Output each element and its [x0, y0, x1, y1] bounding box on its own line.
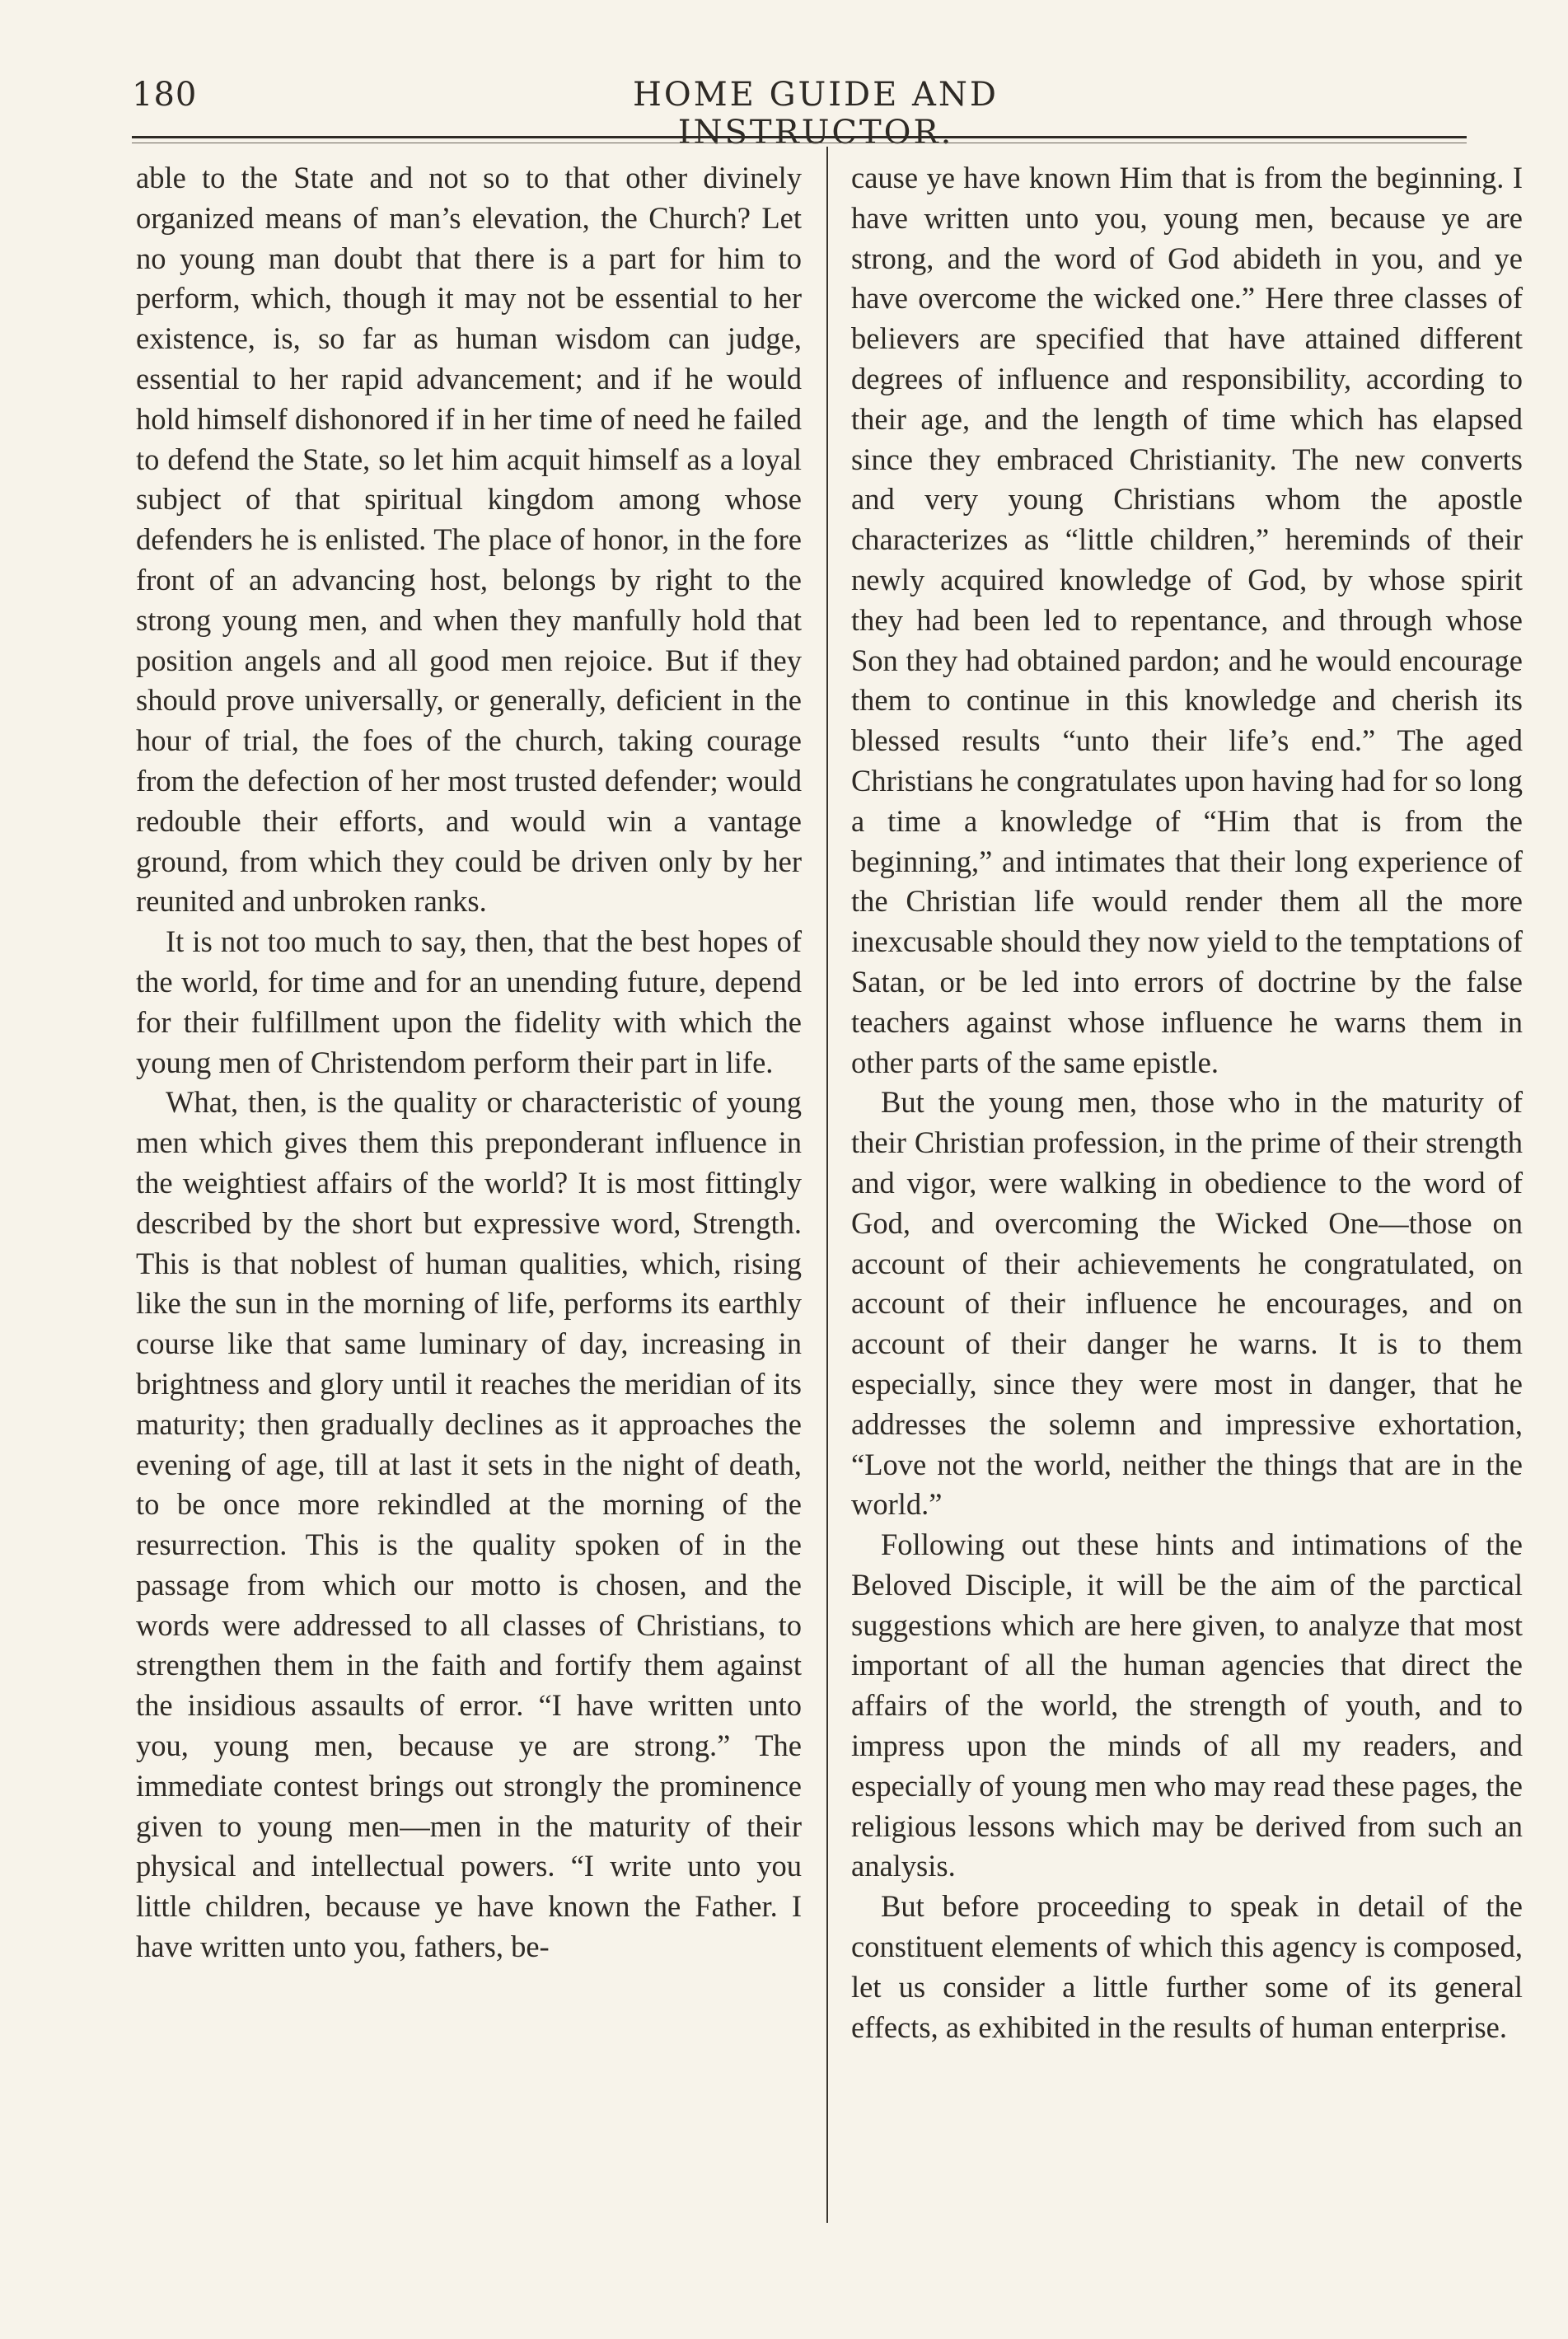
page-header [132, 76, 1467, 152]
column-divider [826, 147, 828, 2223]
left-column [136, 158, 802, 1967]
paragraph: But the young men, those who in the maturity of their Christian profession, in the prime of their strength and vigor, were walking in obedience to the word of God, and overcoming the Wicked One—those on account of their achievements he congratulated, on account of their influence he encourages, and on account of their danger he warns. It is to them especially, since they were most in danger, that he addresses the solemn and impressive exhortation, “Love not the world, neither the things that are in the world.” [851, 1085, 1523, 1522]
right-column [851, 158, 1523, 2047]
header-rule [132, 136, 1467, 138]
paragraph: cause ye have known Him that is from the beginning. I have written unto you, young men, because ye are strong, and the word of God abideth in you, and ye have overcome the wicked one.” Here three classes of believers are specified that have attained different degrees of influence and responsibility, according to their age, and the length of time which has elapsed since they embraced Christianity. The new converts and very young Christians whom the apostle characterizes as “little children,” hereminds of their newly acquired knowledge of God, by whose spirit they had been led to repentance, and through whose Son they had obtained pardon; and he would encourage them to continue in this knowledge and cherish its blessed results “unto their life’s end.” The aged Christians he congratulates upon having had for so long a time a knowledge of “Him that is from the beginning,” and intimates that their long experience of the Christian life would render them all the more inexcusable should they now yield to the temptations of Satan, or be led into errors of doctrine by the false teachers against whose influence he warns them in other parts of the same epistle. [851, 161, 1524, 1079]
paragraph: Following out these hints and intimations of the Beloved Disciple, it will be the aim of the parctical suggestions which are here given, to analyze that most important of all the human agencies that direct the affairs of the world, the strength of youth, and to impress upon the minds of all my readers, and especially of young men who may read these pages, the religious lessons which may be derived from such an analysis. [851, 1527, 1523, 1883]
running-title: HOME GUIDE AND INSTRUCTOR. [633, 76, 999, 152]
paragraph: able to the State and not so to that other divinely organized means of man’s elevation, the Church? Let no young man doubt that there is a part for him to perform, which, though it may not be essential to her existence, is, so far as human wisdom can judge, essential to her rapid advancement; and if he would hold himself dishonored if in her time of need he failed to defend the State, so let him acquit himself as a loyal subject of that spiritual kingdom among whose defenders he is enlisted. The place of honor, in the fore front of an advancing host, belongs by right to the strong young men, and when they manfully hold that position angels and all good men rejoice. But if they should prove universally, or generally, deficient in the hour of trial, the foes of the church, taking courage from the defection of her most trusted defender; would redouble their efforts, and would win a vantage ground, from which they could be driven only by her reunited and unbroken ranks. [136, 161, 802, 919]
page-number: 180 [132, 76, 198, 114]
paragraph: But before proceeding to speak in detail of the constituent elements of which this agency is composed, let us consider a little further some of its general effects, as exhibited in the results of human enterprise. [851, 1889, 1523, 2044]
paragraph: What, then, is the quality or characteristic of young men which gives them this preponderant influence in the weightiest affairs of the world? It is most fittingly described by the short but expressive word, Strength. This is that noblest of human qualities, which, rising like the sun in the morning of life, performs its earthly course like that same luminary of day, increasing in brightness and glory until it reaches the meridian of its maturity; then gradually declines as it approaches the evening of age, till at last it sets in the night of death, to be once more rekindled at the morning of the resurrection. This is the quality spoken of in the passage from which our motto is chosen, and the words were addressed to all classes of Christians, to strengthen them in the faith and fortify them against the insidious assaults of error. “I have written unto you, young men, because ye are strong.” The immediate contest brings out strongly the prominence given to young men—men in the maturity of their physical and intellectual powers. “I write unto you little children, because ye have known the Father. I have written unto you, fathers, be- [136, 1085, 802, 1964]
paragraph: It is not too much to say, then, that the best hopes of the world, for time and for an unending future, depend for their fulfillment upon the fidelity with which the young men of Christendom perform their part in life. [136, 924, 802, 1079]
